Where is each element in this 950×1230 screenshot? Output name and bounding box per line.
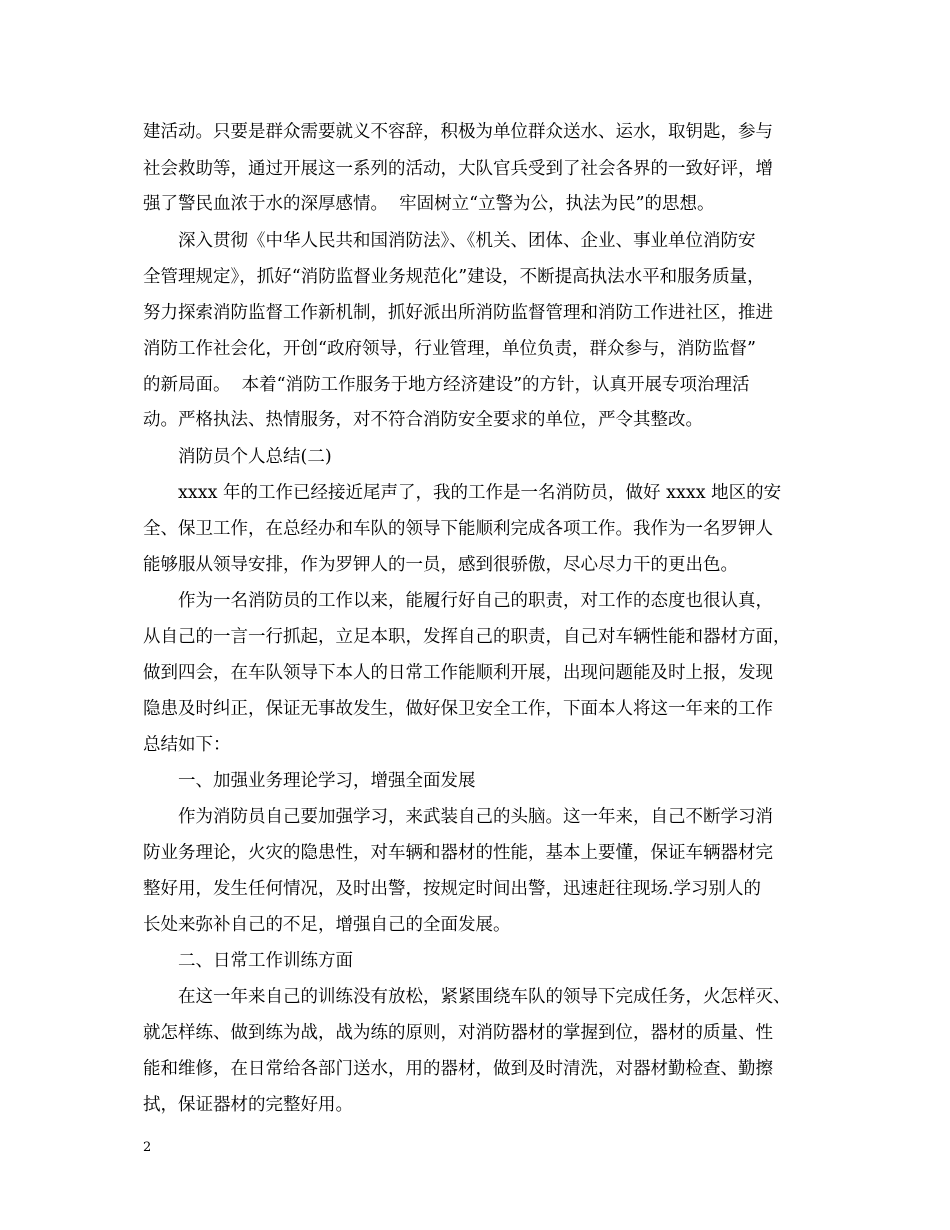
text-line: 防业务理论，火灾的隐患性，对车辆和器材的性能，基本上要懂，保证车辆器材完 (143, 843, 773, 863)
section-heading: 一、加强业务理论学习，增强全面发展 (178, 771, 476, 791)
text-line: 消防工作社会化，开创“政府领导，行业管理，单位负责，群众参与，消防监督” (143, 339, 756, 359)
section-heading: 二、日常工作训练方面 (178, 951, 353, 971)
text-line: 努力探索消防监督工作新机制，抓好派出所消防监督管理和消防工作进社区，推进 (143, 303, 773, 323)
text-line: 从自己的一言一行抓起，立足本职，发挥自己的职责，自己对车辆性能和器材方面， (143, 627, 791, 647)
text-line: 就怎样练、做到练为战，战为练的原则，对消防器材的掌握到位，器材的质量、性 (143, 1023, 773, 1043)
text-line: 动。严格执法、热情服务，对不符合消防安全要求的单位，严令其整改。 (143, 410, 703, 430)
paragraph-start-line: xxxx 年的工作已经接近尾声了，我的工作是一名消防员，做好 xxxx 地区的安 (178, 483, 782, 503)
section-heading: 消防员个人总结(二) (178, 447, 332, 467)
text-line: 隐患及时纠正，保证无事故发生，做好保卫安全工作，下面本人将这一年来的工作 (143, 699, 773, 719)
text-line: 拭，保证器材的完整好用。 (143, 1095, 353, 1115)
text-line: 整好用，发生任何情况，及时出警，按规定时间出警，迅速赶往现场.学习别人的 (143, 879, 762, 899)
page-number: 2 (143, 1140, 152, 1155)
text-line: 做到四会，在车队领导下本人的日常工作能顺利开展，出现问题能及时上报，发现 (143, 663, 773, 683)
text-line: 能够服从领导安排，作为罗钾人的一员，感到很骄傲，尽心尽力干的更出色。 (143, 555, 738, 575)
text-line: 总结如下： (143, 735, 231, 755)
text-line: 长处来弥补自己的不足，增强自己的全面发展。 (143, 915, 511, 935)
text-line: 全管理规定》，抓好“消防监督业务规范化”建设，不断提高执法水平和服务质量， (143, 267, 765, 287)
text-line: 社会救助等，通过开展这一系列的活动，大队官兵受到了社会各界的一致好评，增 (143, 159, 773, 179)
paragraph-start-line: 深入贯彻《中华人民共和国消防法》、《机关、团体、企业、事业单位消防安 (178, 231, 756, 251)
paragraph-start-line: 在这一年来自己的训练没有放松，紧紧围绕车队的领导下完成任务，火怎样灭、 (178, 987, 791, 1007)
paragraph-start-line: 作为消防员自己要加强学习，来武装自己的头脑。这一年来，自己不断学习消 (178, 807, 773, 827)
text-line: 全、保卫工作，在总经办和车队的领导下能顺利完成各项工作。我作为一名罗钾人 (143, 519, 773, 539)
text-line: 的新局面。 本着“消防工作服务于地方经济建设”的方针，认真开展专项治理活 (143, 375, 750, 395)
text-line: 强了警民血浓于水的深厚感情。 牢固树立“立警为公，执法为民”的思想。 (143, 194, 715, 214)
text-line: 建活动。只要是群众需要就义不容辞，积极为单位群众送水、运水，取钥匙，参与 (143, 122, 773, 142)
text-line: 能和维修，在日常给各部门送水，用的器材，做到及时清洗，对器材勤检查、勤擦 (143, 1059, 773, 1079)
paragraph-start-line: 作为一名消防员的工作以来，能履行好自己的职责，对工作的态度也很认真， (178, 591, 773, 611)
